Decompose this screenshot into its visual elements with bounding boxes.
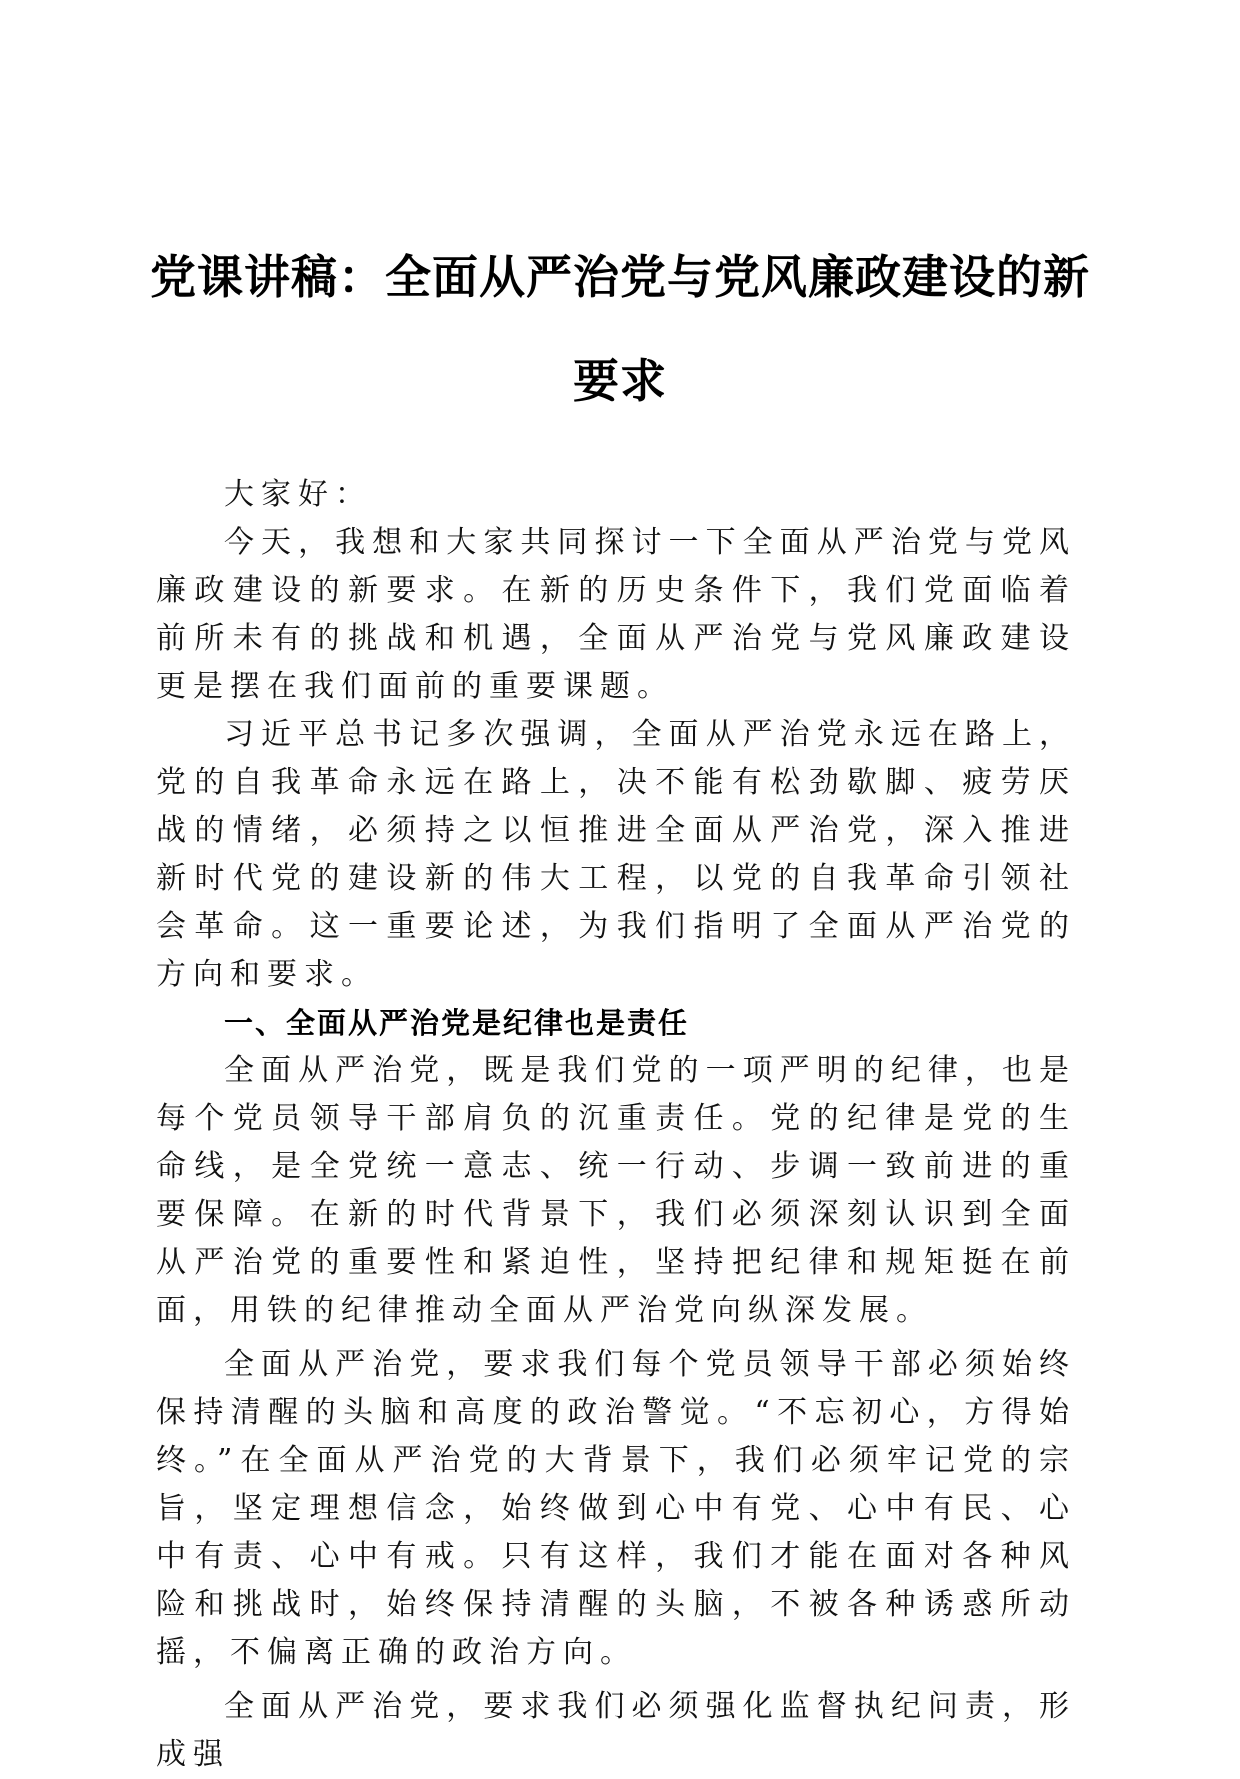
body-paragraph: 全面从严治党，既是我们党的一项严明的纪律，也是每个党员领导干部肩负的沉重责任。党的纪律是党的生命线，是全党统一意志、统一行动、步调一致前进的重要保障。在新的时代背景下，我们必须深刻认识到全面从严治党的重要性和紧迫性，坚持把纪律和规矩挺在前面，用铁的纪律推动全面从严治党向纵深发展。 xyxy=(156,1053,1076,1328)
greeting: 大家好： xyxy=(224,477,372,512)
document-body xyxy=(156,471,1076,1779)
document-title: 党课讲稿：全面从严治党与党风廉政建设的新要求 xyxy=(150,250,1090,408)
body-paragraph: 今天，我想和大家共同探讨一下全面从严治党与党风廉政建设的新要求。在新的历史条件下，我们党面临着前所未有的挑战和机遇，全面从严治党与党风廉政建设更是摆在我们面前的重要课题。 xyxy=(156,525,1076,704)
body-paragraph: 全面从严治党，要求我们每个党员领导干部必须始终保持清醒的头脑和高度的政治警觉。“不忘初心，方得始终。”在全面从严治党的大背景下，我们必须牢记党的宗旨，坚定理想信念，始终做到心中有党、心中有民、心中有责、心中有戒。只有这样，我们才能在面对各种风险和挑战时，始终保持清醒的头脑，不被各种诱惑所动摇，不偏离正确的政治方向。 xyxy=(156,1347,1076,1670)
section-heading: 一、全面从严治党是纪律也是责任 xyxy=(224,1006,690,1040)
body-paragraph: 全面从严治党，要求我们必须强化监督执纪问责，形成强 xyxy=(156,1689,1076,1772)
body-paragraph: 习近平总书记多次强调，全面从严治党永远在路上，党的自我革命永远在路上，决不能有松劲歇脚、疲劳厌战的情绪，必须持之以恒推进全面从严治党，深入推进新时代党的建设新的伟大工程，以党的自我革命引领社会革命。这一重要论述，为我们指明了全面从严治党的方向和要求。 xyxy=(156,717,1076,992)
